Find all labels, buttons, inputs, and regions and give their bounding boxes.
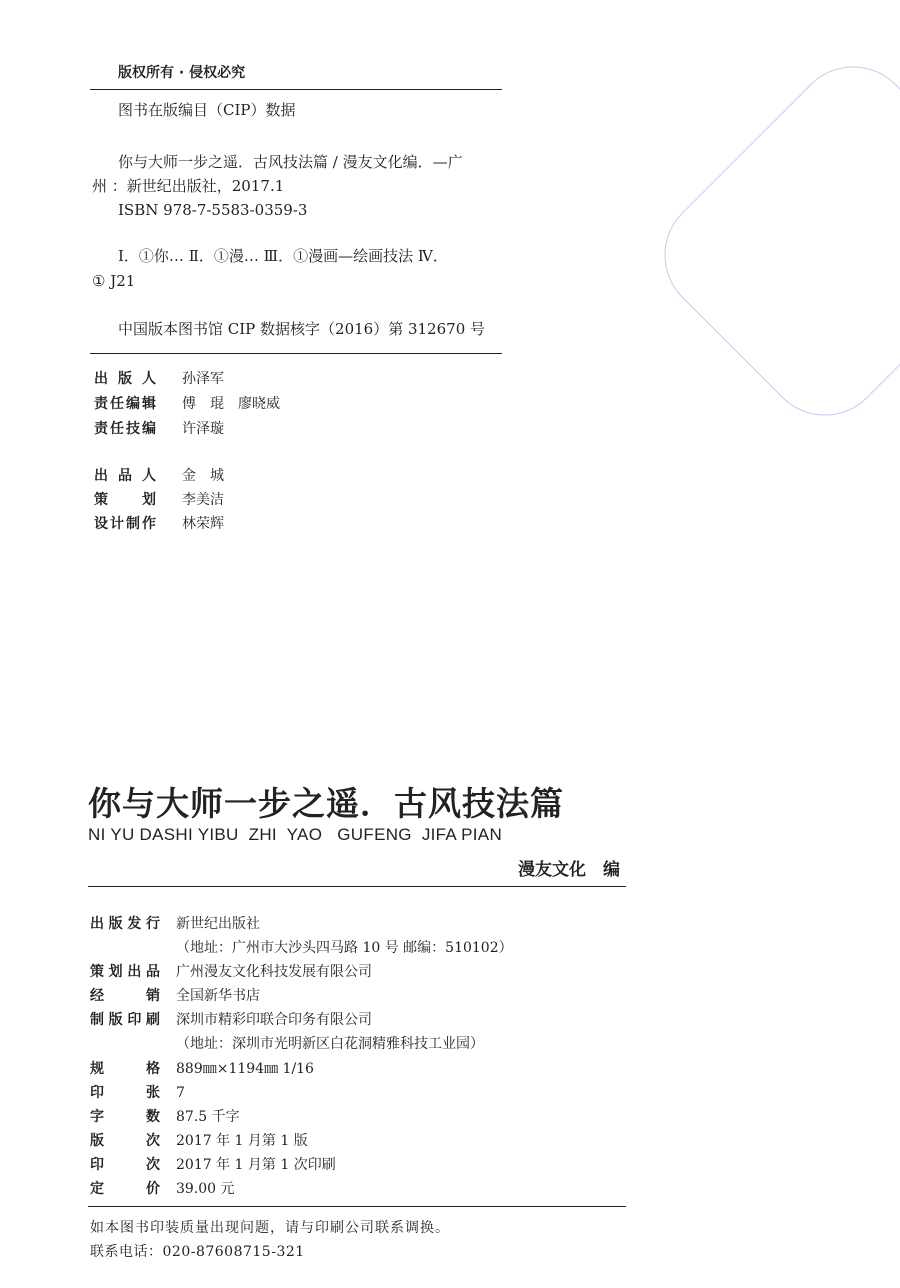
publication-subvalue: （地址：广州市大沙头四马路 10 号 邮编：510102） [176,940,513,956]
publication-value: 新世纪出版社 [176,916,260,932]
publication-value: 39.00 元 [176,1181,235,1197]
publication-label: 字 数 [90,1109,160,1125]
staff-label: 责任编辑 [94,396,156,412]
cip-line-1: 你与大师一步之遥．古风技法篇 / 漫友文化编．—广 [118,153,463,171]
decorative-rounded-diamond [640,42,900,441]
top-rule [90,89,502,90]
footer-rule [88,1206,626,1207]
cip-bottom-rule [90,353,502,354]
staff-value: 许泽璇 [182,421,224,437]
publication-label: 制版印刷 [90,1012,160,1028]
publication-value: 深圳市精彩印联合印务有限公司 [176,1012,372,1028]
publication-value: 2017 年 1 月第 1 版 [176,1133,308,1149]
publication-value: 2017 年 1 月第 1 次印刷 [176,1157,336,1173]
copyright-notice: 版权所有 · 侵权必究 [118,65,246,81]
staff-value: 孙泽军 [182,371,224,387]
publication-label: 印 次 [90,1157,160,1173]
staff-value: 李美洁 [182,492,224,508]
book-title: 你与大师一步之遥．古风技法篇 [88,784,564,823]
staff-value: 傅 琨 廖晓威 [182,396,280,412]
publication-value: 7 [176,1085,185,1101]
cip-isbn: ISBN 978-7-5583-0359-3 [118,201,308,219]
cip-line-2: 州 ：新世纪出版社，2017.1 [92,177,285,195]
title-bottom-rule [88,886,626,887]
staff-value: 金 城 [182,468,224,484]
cip-classification-2: ① J21 [92,272,136,290]
publication-label: 规 格 [90,1061,160,1077]
staff-label: 策 划 [94,492,156,508]
staff-label: 出 版 人 [94,371,156,387]
publication-value: 全国新华书店 [176,988,260,1004]
quality-notice: 如本图书印装质量出现问题，请与印刷公司联系调换。 [90,1220,450,1236]
publication-label: 经 销 [90,988,160,1004]
publication-value: 87.5 千字 [176,1109,240,1125]
cip-record-number: 中国版本图书馆 CIP 数据核字（2016）第 312670 号 [118,320,486,338]
staff-label: 出 品 人 [94,468,156,484]
publication-label: 版 次 [90,1133,160,1149]
publication-label: 印 张 [90,1085,160,1101]
publication-label: 出版发行 [90,916,160,932]
publication-value: 广州漫友文化科技发展有限公司 [176,964,372,980]
publication-value: 889㎜×1194㎜ 1/16 [176,1061,314,1077]
book-title-pinyin: NI YU DASHI YIBU ZHI YAO GUFENG JIFA PIAN [88,825,503,844]
staff-label: 设计制作 [94,516,156,532]
staff-value: 林荣辉 [182,516,224,532]
staff-label: 责任技编 [94,421,156,437]
cip-classification-1: Ⅰ．①你… Ⅱ．①漫… Ⅲ．①漫画—绘画技法 Ⅳ． [118,247,448,265]
cip-title: 图书在版编目（CIP）数据 [118,101,296,119]
publication-subvalue: （地址：深圳市光明新区白花洞精雅科技工业园） [176,1036,484,1052]
contact-phone: 联系电话：020-87608715-321 [90,1244,305,1260]
publication-label: 定 价 [90,1181,160,1197]
book-editor: 漫友文化 编 [518,860,620,880]
publication-label: 策划出品 [90,964,160,980]
